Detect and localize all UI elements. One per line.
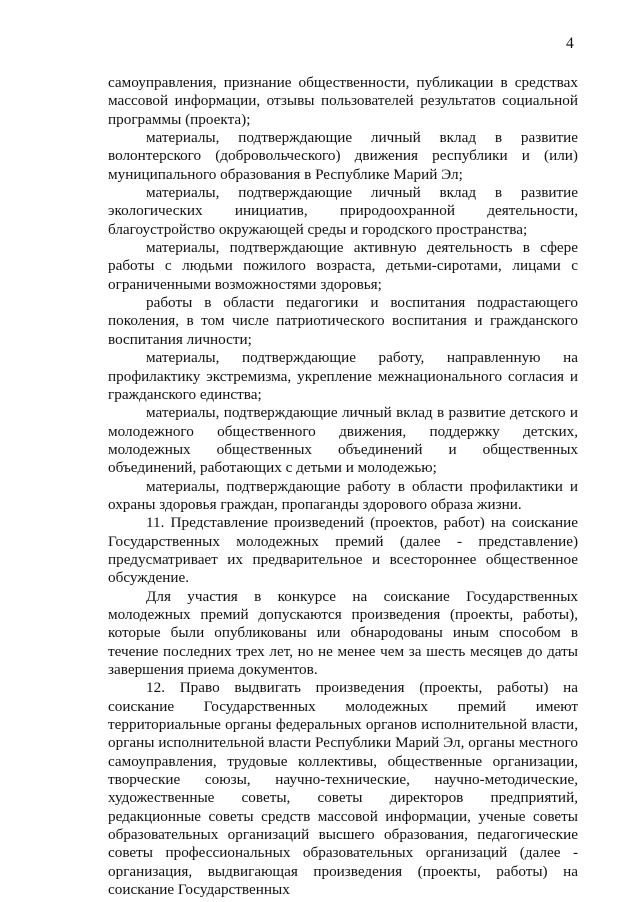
page-number: 4 [566,35,574,52]
paragraph-volunteer-materials: материалы, подтверждающие личный вклад в развитие волонтерского (добровольческого) движения республики и (или) муниципального образования в Республике Марий Эл; [108,129,578,183]
paragraph-clause-11: 11. Представление произведений (проектов, работ) на соискание Государственных молодежных премий (далее - представление) предусматривает их предварительное и всестороннее общественное обсуждение. [108,514,578,587]
paragraph-youth-movement: материалы, подтверждающие личный вклад в развитие детского и молодежного общественного движения, поддержку детских, молодежных общественных объединений и общественных объединений, работающих с детьми и молодежью; [108,404,578,477]
paragraph-ecology-materials: материалы, подтверждающие личный вклад в развитие экологических инициатив, природоохранной деятельности, благоустройство окружающей среды и городского пространства; [108,184,578,238]
paragraph-pedagogy-works: работы в области педагогики и воспитания подрастающего поколения, в том числе патриотического воспитания и гражданского воспитания личности; [108,294,578,348]
document-body [108,74,578,899]
paragraph-social-work-materials: материалы, подтверждающие активную деятельность в сфере работы с людьми пожилого возраста, детьми-сиротами, лицами с ограниченными возможностями здоровья; [108,239,578,293]
paragraph-eligibility: Для участия в конкурсе на соискание Государственных молодежных премий допускаются произведения (проекты, работы), которые были опубликованы или обнародованы иным способом в течение последних трех лет, но не менее чем за шесть месяцев до даты завершения приема документов. [108,587,578,678]
paragraph-health-materials: материалы, подтверждающие работу в области профилактики и охраны здоровья граждан, пропаганды здорового образа жизни. [108,477,578,513]
paragraph-extremism-prevention: материалы, подтверждающие работу, направленную на профилактику экстремизма, укрепление межнационального согласия и гражданского единства; [108,349,578,403]
paragraph-clause-12: 12. Право выдвигать произведения (проекты, работы) на соискание Государственных молодежных премий имеют территориальные органы федеральных органов исполнительной власти, органы исполнительной власти Республики Марий Эл, органы местного самоуправления, трудовые коллективы, общественные организации, творческие союзы, научно-технические, научно-методические, художественные советы, советы директоров предприятий, редакционные советы средств массовой информации, ученые советы образовательных организаций высшего образования, педагогические советы профессиональных образовательных организаций (далее - организация, выдвигающая произведения (проекты, работы) на соискание Государственных [108,679,578,899]
paragraph-continuation: самоуправления, признание общественности, публикации в средствах массовой информации, отзывы пользователей результатов социальной программы (проекта); [108,74,578,128]
